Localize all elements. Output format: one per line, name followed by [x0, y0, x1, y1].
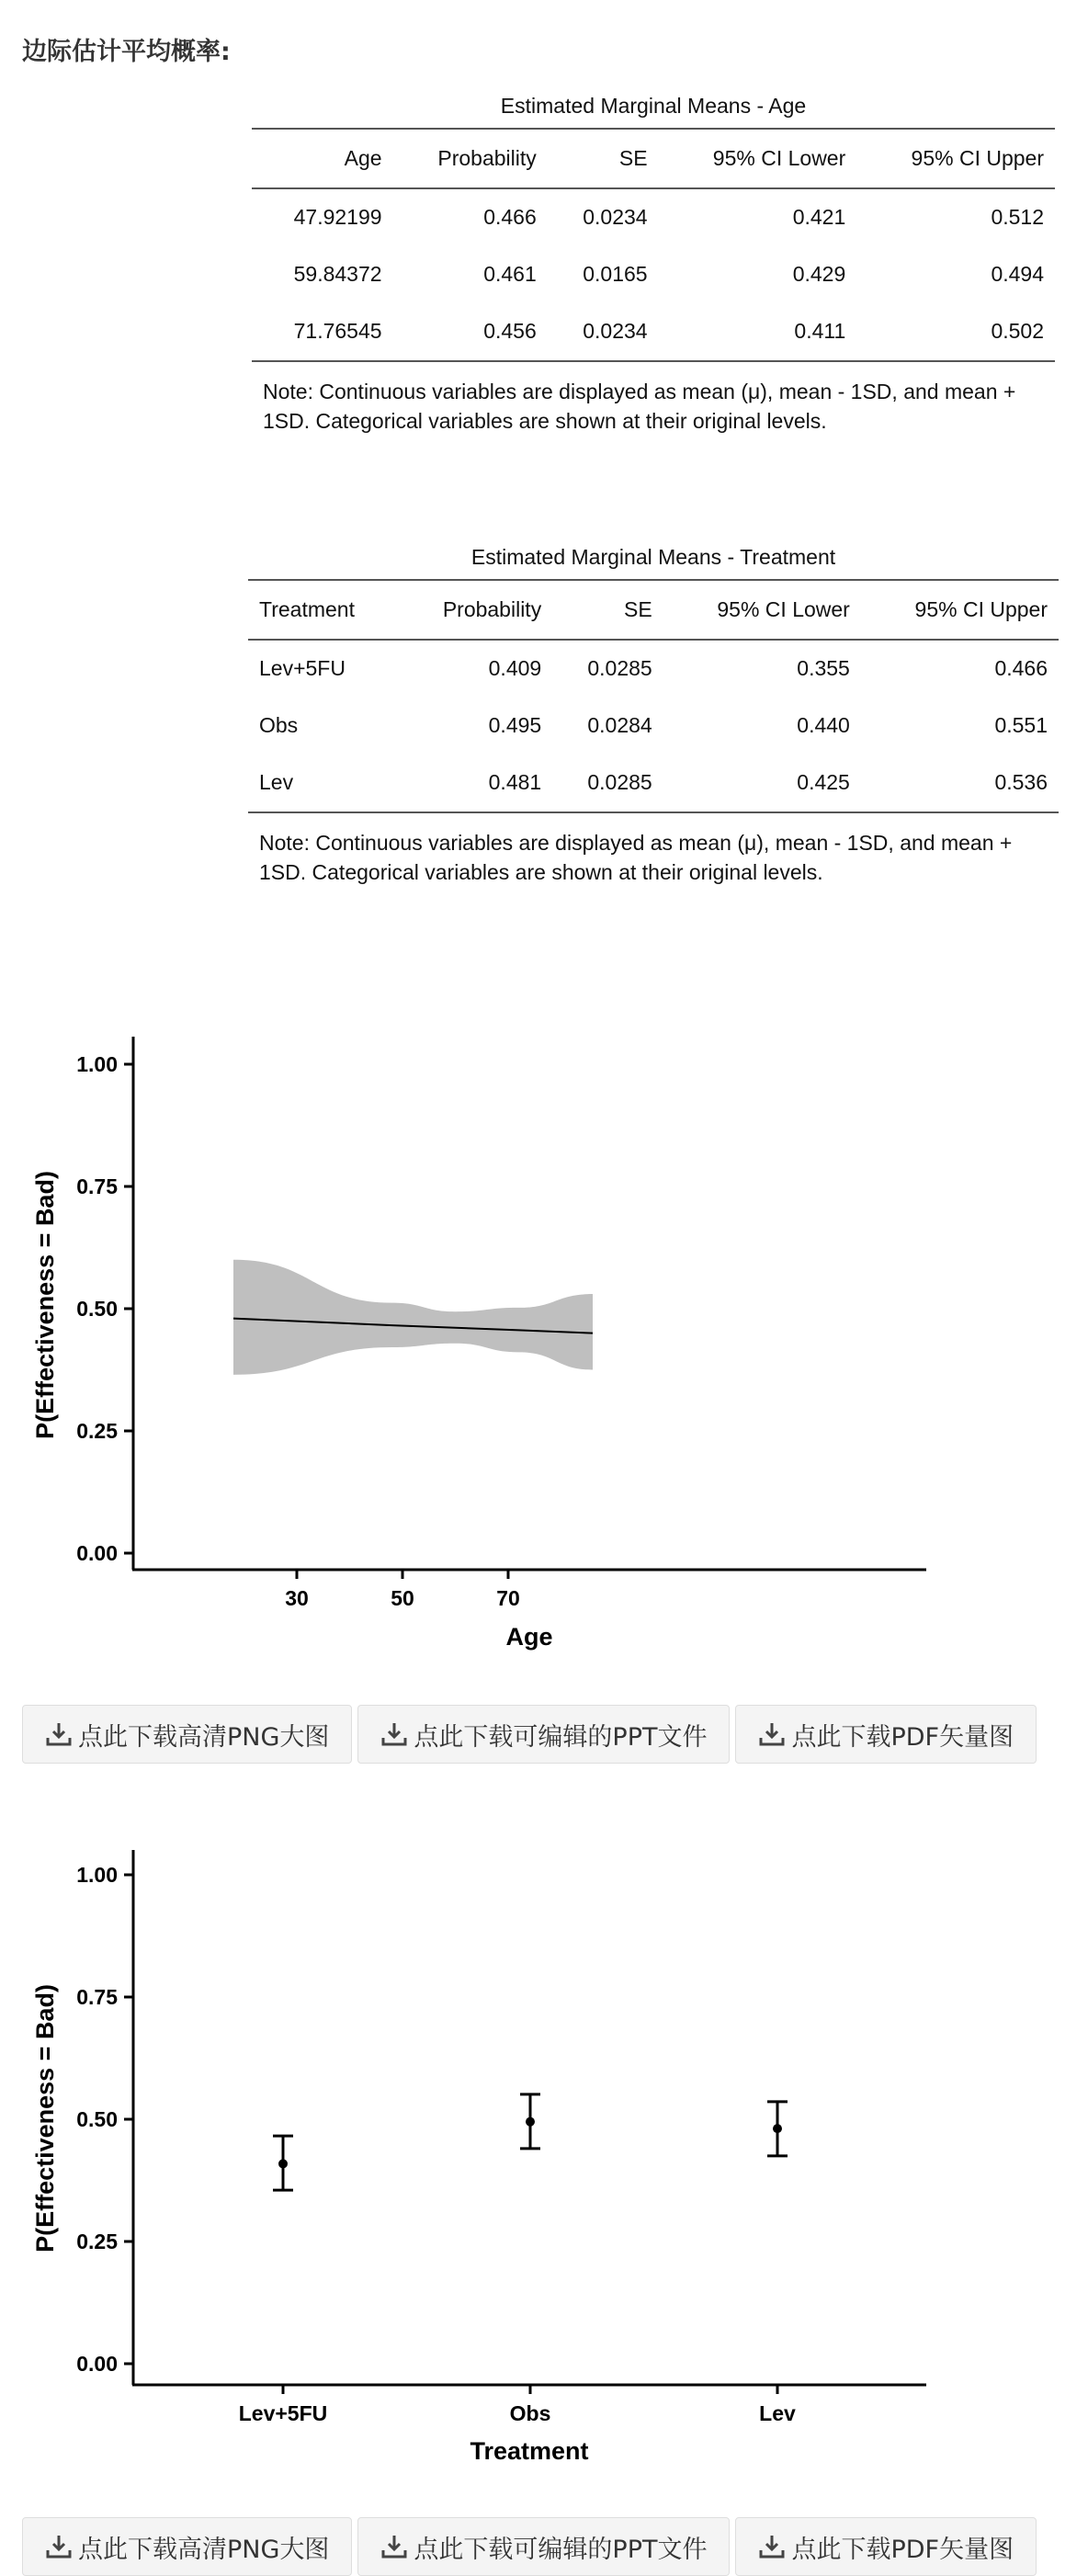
y-tick-label: 0.00 [76, 1541, 118, 1565]
table-cell: 0.551 [994, 713, 1048, 737]
table-cell: 0.0165 [583, 262, 648, 286]
download-png-button[interactable] [22, 2517, 352, 2576]
column-header: Probability [437, 146, 537, 170]
y-tick-label: 0.50 [76, 2107, 118, 2131]
table-cell: 0.411 [794, 319, 846, 343]
table-cell: 0.0284 [587, 713, 652, 737]
download-png-button[interactable] [22, 1705, 352, 1764]
table-cell: 0.536 [994, 770, 1048, 794]
x-axis-label: Treatment [470, 2437, 589, 2465]
button-label: 点此下载可编辑的PPT文件 [414, 1722, 708, 1752]
x-tick-label: 70 [496, 1586, 520, 1610]
table-caption: Estimated Marginal Means - Treatment [470, 545, 836, 569]
x-tick-label: 50 [391, 1586, 414, 1610]
button-label: 点此下载高清PNG大图 [78, 1722, 330, 1752]
table-cell: 0.481 [488, 770, 542, 794]
y-tick-label: 0.00 [76, 2352, 118, 2376]
download-icon [380, 2534, 408, 2559]
x-tick-label: 30 [285, 1586, 309, 1610]
download-icon [758, 2534, 786, 2559]
table-cell: 0.440 [797, 713, 850, 737]
download-icon [758, 1721, 786, 1747]
table-cell: 59.84372 [293, 262, 382, 286]
download-ppt-button[interactable] [357, 2517, 730, 2576]
table-row [248, 755, 1059, 812]
button-label: 点此下载高清PNG大图 [78, 2535, 330, 2564]
table-cell: Obs [259, 713, 299, 737]
download-button-row [22, 2517, 1037, 2576]
x-axis-label: Age [505, 1623, 553, 1651]
table-cell: 0.466 [994, 656, 1048, 680]
y-tick-label: 0.25 [76, 2230, 118, 2253]
column-header: Treatment [259, 597, 355, 621]
y-tick-label: 1.00 [76, 1052, 118, 1076]
table-cell: 71.76545 [293, 319, 382, 343]
y-tick-label: 0.25 [76, 1419, 118, 1443]
estimate-point [526, 2117, 535, 2127]
table-cell: 0.421 [792, 205, 846, 229]
table-cell: 0.461 [483, 262, 537, 286]
y-tick-label: 0.75 [76, 1175, 118, 1198]
table-caption: Estimated Marginal Means - Age [500, 94, 807, 118]
emm-age-table [252, 94, 1055, 436]
x-tick-label: Lev [759, 2401, 796, 2425]
table-cell: 0.466 [483, 205, 537, 229]
table-row [252, 246, 1055, 303]
estimate-point [278, 2159, 288, 2168]
table-cell: 0.494 [991, 262, 1044, 286]
table-cell: 0.495 [488, 713, 542, 737]
y-axis-label: P(Effectiveness = Bad) [31, 1984, 59, 2253]
table-note: Note: Continuous variables are displayed as mean (μ), mean - 1SD, and mean + 1SD. Categorical variables are shown at their original levels. [263, 380, 1016, 433]
age-effect-plot [0, 993, 1088, 1654]
button-label: 点此下载可编辑的PPT文件 [414, 2535, 708, 2564]
treatment-effect-plot [0, 1806, 1088, 2468]
table-cell: 0.0234 [583, 319, 648, 343]
y-tick-label: 1.00 [76, 1863, 118, 1887]
table-cell: 47.92199 [293, 205, 382, 229]
table-cell: Lev [259, 770, 294, 794]
table-cell: Lev+5FU [259, 656, 346, 680]
table-cell: 0.502 [991, 319, 1044, 343]
table-cell: 0.355 [797, 656, 850, 680]
download-pdf-button[interactable] [735, 1705, 1037, 1764]
table-cell: 0.512 [991, 205, 1044, 229]
table-row [248, 698, 1059, 755]
emm-treatment-table [248, 545, 1059, 887]
table-cell: 0.409 [488, 656, 542, 680]
table-note: Note: Continuous variables are displayed as mean (μ), mean - 1SD, and mean + 1SD. Categorical variables are shown at their original levels. [259, 831, 1013, 884]
column-header: 95% CI Lower [712, 146, 846, 170]
table-cell: 0.0285 [587, 770, 652, 794]
column-header: SE [618, 146, 648, 170]
table-cell: 0.425 [797, 770, 850, 794]
y-tick-label: 0.75 [76, 1985, 118, 2009]
confidence-band [233, 1260, 593, 1375]
column-header: Age [344, 146, 382, 170]
y-tick-label: 0.50 [76, 1297, 118, 1321]
column-header: 95% CI Upper [914, 597, 1048, 621]
download-ppt-button[interactable] [357, 1705, 730, 1764]
column-header: 95% CI Upper [911, 146, 1044, 170]
column-header: 95% CI Lower [717, 597, 850, 621]
column-header: SE [624, 597, 652, 621]
table-row [248, 640, 1059, 698]
download-button-row [22, 1705, 1037, 1764]
table-header-row [248, 580, 1059, 640]
y-axis-label: P(Effectiveness = Bad) [31, 1171, 59, 1439]
button-label: 点此下载PDF矢量图 [791, 1722, 1014, 1752]
table-cell: 0.0234 [583, 205, 648, 229]
table-cell: 0.429 [792, 262, 846, 286]
table-cell: 0.0285 [587, 656, 652, 680]
table-row [252, 188, 1055, 246]
button-label: 点此下载PDF矢量图 [791, 2535, 1014, 2564]
download-icon [380, 1721, 408, 1747]
table-row [252, 303, 1055, 361]
table-header-row [252, 129, 1055, 188]
section-title: 边际估计平均概率: [22, 38, 231, 66]
column-header: Probability [442, 597, 542, 621]
table-cell: 0.456 [483, 319, 537, 343]
estimate-point [773, 2124, 782, 2133]
x-tick-label: Obs [509, 2401, 551, 2425]
download-icon [45, 1721, 73, 1747]
download-icon [45, 2534, 73, 2559]
x-tick-label: Lev+5FU [238, 2401, 328, 2425]
download-pdf-button[interactable] [735, 2517, 1037, 2576]
